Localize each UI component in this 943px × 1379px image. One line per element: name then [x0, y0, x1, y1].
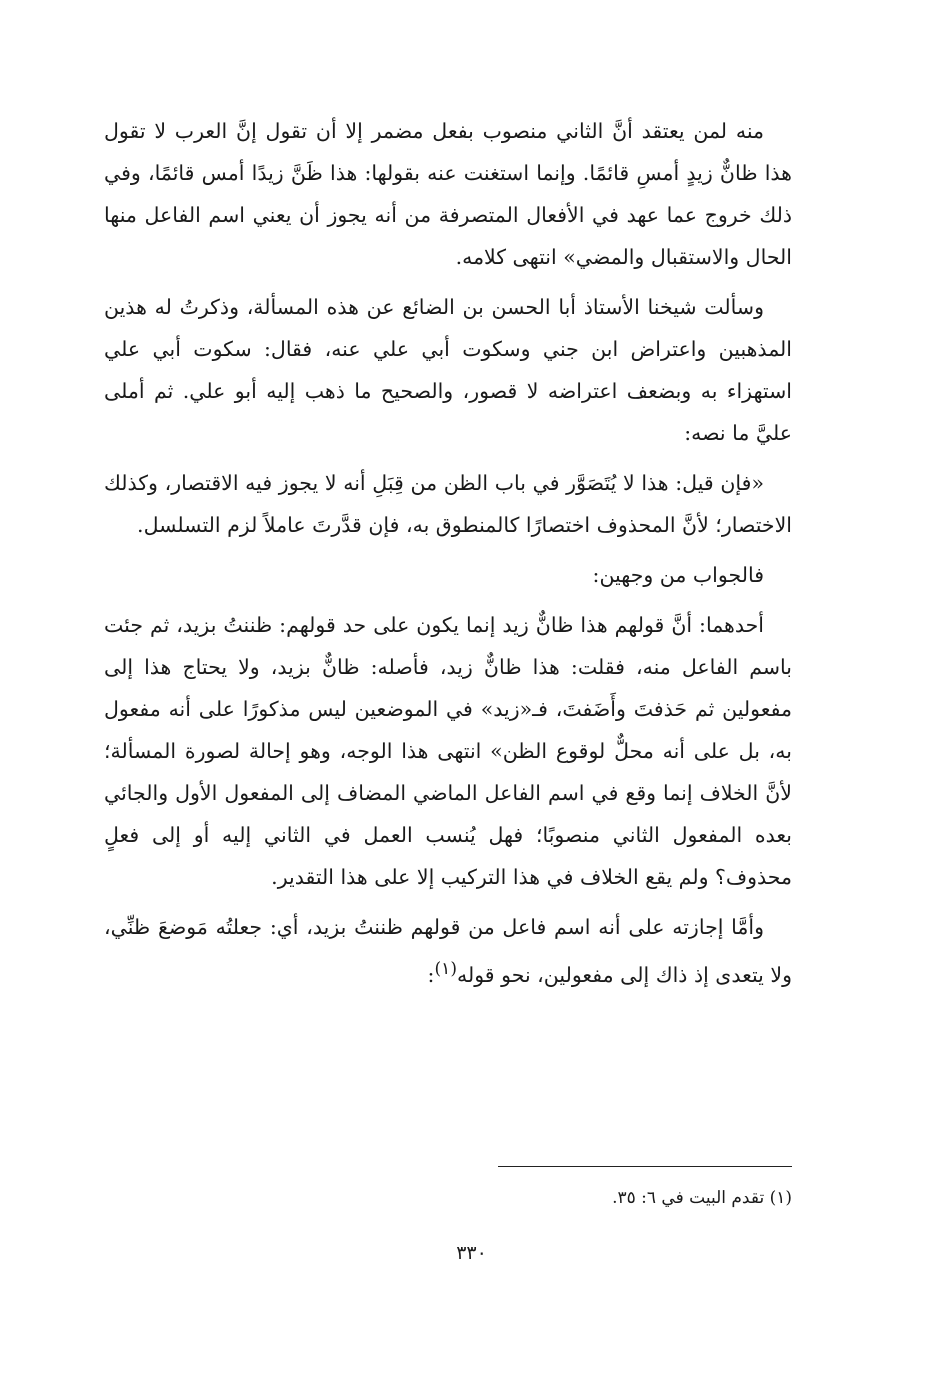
footnote-separator [498, 1166, 792, 1167]
paragraph-6 [104, 906, 792, 996]
footnote-reference: (١) [434, 959, 457, 979]
footnote: (١) تقدم البيت في ٦: ٣٥. [612, 1188, 792, 1208]
page-number: ٣٣٠ [456, 1242, 487, 1264]
paragraph-1: منه لمن يعتقد أنَّ الثاني منصوب بفعل مضمر إلا أن تقول إنَّ العرب لا تقول هذا ظانٌّ زيدٍ أمسِ قائمًا. وإنما استغنت عنه بقولها: هذا ظَنَّ زيدًا أمس قائمًا، وفي ذلك خروج عما عهد في الأفعال المتصرفة من أنه يجوز أن يعني اسم الفاعل منها الحال والاستقبال والمضي» انتهى كلامه. [104, 119, 792, 269]
paragraph-2: وسألت شيخنا الأستاذ أبا الحسن بن الضائع عن هذه المسألة، وذكرتُ له هذين المذهبين واعتراض ابن جني وسكوت أبي علي عنه، فقال: سكوت أبي علي استهزاء به وبضعف اعتراضه لا قصور، والصحيح ما ذهب إليه أبو علي. ثم أملى عليَّ ما نصه: [104, 295, 792, 445]
paragraph-4: فالجواب من وجهين: [592, 563, 764, 587]
paragraph-3: «فإن قيل: هذا لا يُتَصَوَّر في باب الظن من قِبَلِ أنه لا يجوز فيه الاقتصار، وكذلك الاختصار؛ لأنَّ المحذوف اختصارًا كالمنطوق به، فإن قدَّرتَ عاملاً لزم التسلسل. [104, 471, 792, 537]
footnote-reference-suffix: : [427, 962, 435, 987]
paragraph-6-text: وأمَّا إجازته على أنه اسم فاعل من قولهم ظننتُ بزيد، أي: جعلتُه مَوضعَ ظنِّي، ولا يتعدى إذ ذاك إلى مفعولين، نحو قوله [104, 915, 792, 987]
paragraph-5: أحدهما: أنَّ قولهم هذا ظانٌّ زيد إنما يكون على حد قولهم: ظننتُ بزيد، ثم جئت باسم الفاعل منه، فقلت: هذا ظانٌّ زيد، فأصله: ظانٌّ بزيد، ولا يحتاج هذا إلى مفعولين ثم حَذفتَ وأَضَفتَ، فـ«زيد» في الموضعين ليس مذكورًا على أنه مفعول به، بل على أنه محلٌّ لوقوع الظن» انتهى هذا الوجه، وهو إحالة لصورة المسألة؛ لأنَّ الخلاف إنما وقع في اسم الفاعل الماضي المضاف إلى المفعول الأول والجائي بعده المفعول الثاني منصوبًا؛ فهل يُنسب العمل في الثاني إليه أو إلى فعلٍ محذوف؟ ولم يقع الخلاف في هذا التركيب إلا على هذا التقدير. [104, 613, 792, 889]
body-text [104, 110, 792, 1004]
